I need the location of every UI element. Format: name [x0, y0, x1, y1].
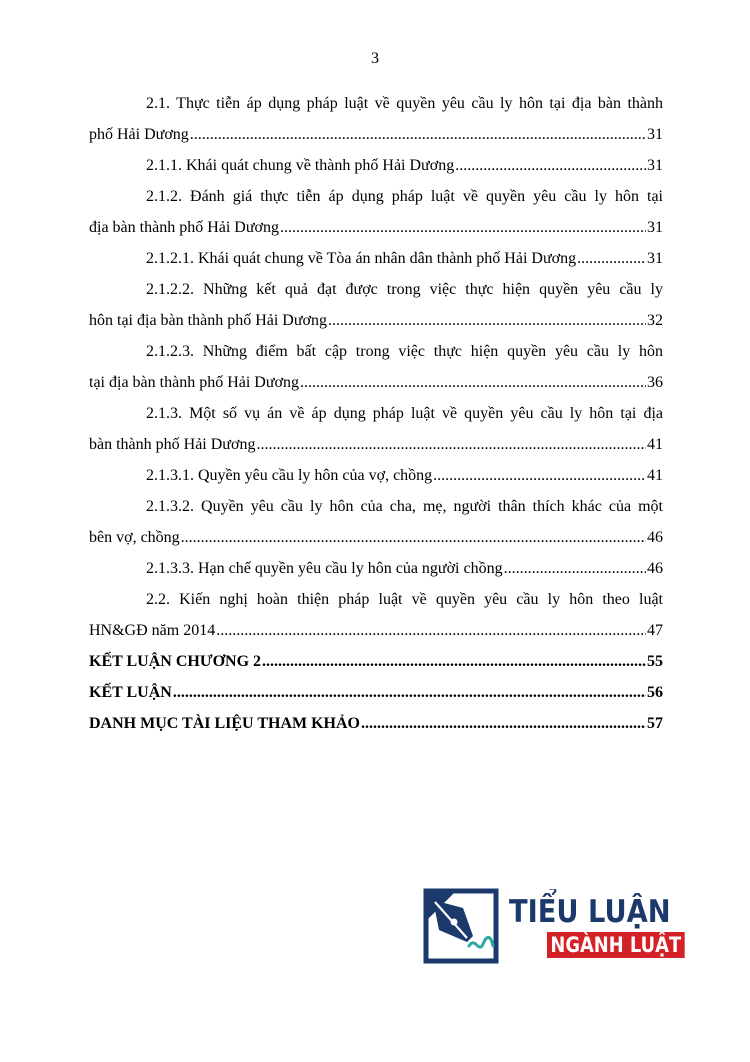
toc-entry-title: KẾT LUẬN CHƯƠNG 2 [89, 653, 262, 670]
toc-entry-2-2[interactable] [89, 584, 663, 646]
dot-leader [256, 429, 646, 460]
toc-page-number: 31 [647, 157, 663, 174]
toc-entry-title-continued: HN&GĐ năm 2014 [89, 622, 216, 639]
toc-entry-title: 2.1.3. Một số vụ án về áp dụng pháp luật về quyền yêu cầu ly hôn tại địa [146, 405, 663, 422]
toc-entry-2-1-2-1[interactable] [89, 243, 663, 274]
dot-leader [504, 553, 646, 584]
toc-entry-2-1-2-2[interactable] [89, 274, 663, 336]
toc-page-number: 46 [647, 529, 663, 546]
toc-entry-conclusion[interactable] [89, 677, 663, 708]
dot-leader [433, 460, 646, 491]
fountain-pen-nib-icon [423, 888, 499, 964]
toc-entry-2-1-3-2[interactable] [89, 491, 663, 553]
toc-entry-2-1-2[interactable] [89, 181, 663, 243]
toc-page-number: 41 [647, 436, 663, 453]
toc-page-number: 56 [647, 684, 663, 701]
toc-entry-title: 2.2. Kiến nghị hoàn thiện pháp luật về quyền yêu cầu ly hôn theo luật [146, 591, 663, 608]
toc-entry-title-continued: tại địa bàn thành phố Hải Dương [89, 374, 299, 391]
dot-leader [190, 119, 646, 150]
toc-entry-title-continued: địa bàn thành phố Hải Dương [89, 219, 279, 236]
toc-entry-title: 2.1.3.2. Quyền yêu cầu ly hôn của cha, mẹ, người thân thích khác của một [146, 498, 663, 515]
toc-page-number: 41 [647, 467, 663, 484]
toc-page-number: 31 [647, 219, 663, 236]
toc-page-number: 32 [647, 312, 663, 329]
toc-entry-title-continued: phố Hải Dương [89, 126, 189, 143]
dot-leader [328, 305, 646, 336]
toc-entry-title: KẾT LUẬN [89, 684, 172, 701]
dot-leader [577, 243, 646, 274]
toc-entry-references[interactable] [89, 708, 663, 739]
dot-leader [455, 150, 646, 181]
toc-entry-title-continued: bàn thành phố Hải Dương [89, 436, 256, 453]
toc-page-number: 46 [647, 560, 663, 577]
table-of-contents [89, 88, 663, 739]
toc-entry-title: 2.1. Thực tiễn áp dụng pháp luật về quyền yêu cầu ly hôn tại địa bàn thành [146, 95, 663, 112]
dot-leader [361, 708, 646, 739]
toc-entry-title: 2.1.2.1. Khái quát chung về Tòa án nhân dân thành phố Hải Dương [146, 250, 577, 267]
toc-entry-2-1-1[interactable] [89, 150, 663, 181]
toc-page-number: 55 [647, 653, 663, 670]
dot-leader [216, 615, 646, 646]
toc-entry-title: 2.1.3.1. Quyền yêu cầu ly hôn của vợ, chồng [146, 467, 433, 484]
dot-leader [262, 646, 646, 677]
dot-leader [300, 367, 646, 398]
toc-entry-title-continued: hôn tại địa bàn thành phố Hải Dương [89, 312, 327, 329]
toc-page-number: 36 [647, 374, 663, 391]
toc-page-number: 31 [647, 250, 663, 267]
toc-entry-2-1[interactable] [89, 88, 663, 150]
toc-page-number: 47 [647, 622, 663, 639]
dot-leader [173, 677, 646, 708]
brand-logo [423, 888, 682, 968]
toc-entry-title: 2.1.3.3. Hạn chế quyền yêu cầu ly hôn của người chồng [146, 560, 503, 577]
toc-entry-chapter-2-conclusion[interactable] [89, 646, 663, 677]
toc-entry-title: 2.1.2.2. Những kết quả đạt được trong việc thực hiện quyền yêu cầu ly [146, 281, 663, 298]
toc-entry-2-1-3[interactable] [89, 398, 663, 460]
toc-entry-title-continued: bên vợ, chồng [89, 529, 180, 546]
dot-leader [181, 522, 646, 553]
toc-entry-title: 2.1.2.3. Những điểm bất cập trong việc thực hiện quyền yêu cầu ly hôn [146, 343, 663, 360]
logo-subtitle: NGÀNH LUẬT [547, 932, 685, 958]
dot-leader [280, 212, 646, 243]
toc-entry-title: 2.1.1. Khái quát chung về thành phố Hải Dương [146, 157, 455, 174]
toc-entry-2-1-3-1[interactable] [89, 460, 663, 491]
logo-title: TIỂU LUẬN [509, 894, 671, 930]
toc-page-number: 31 [647, 126, 663, 143]
toc-entry-title: DANH MỤC TÀI LIỆU THAM KHẢO [89, 715, 360, 732]
page-number: 3 [371, 50, 379, 67]
toc-entry-2-1-2-3[interactable] [89, 336, 663, 398]
toc-page-number: 57 [647, 715, 663, 732]
toc-entry-title: 2.1.2. Đánh giá thực tiễn áp dụng pháp luật về quyền yêu cầu ly hôn tại [146, 188, 663, 205]
toc-entry-2-1-3-3[interactable] [89, 553, 663, 584]
